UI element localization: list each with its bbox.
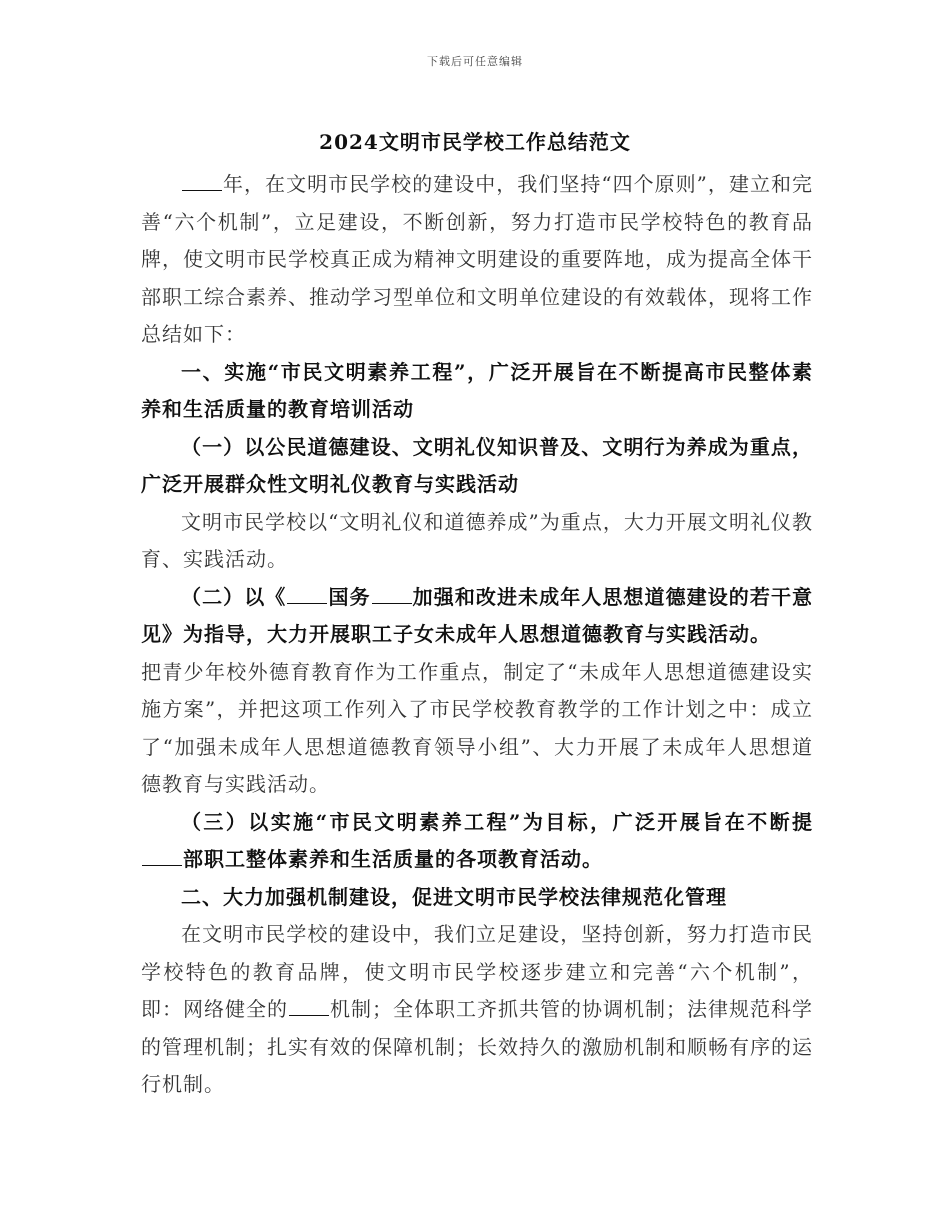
text-segment: 把青少年校外德育教育作为工作重点，制定了“未成年人思想道德建设实施方案”，并把这项工作列入了市民学校教育教学的工作计划之中：成立了“加强未成年人思想道德教育领导小组”、大力开展了未成年人思想道德教育与实践活动。: [141, 659, 813, 796]
blank-line: [142, 845, 182, 866]
paragraph-1-2: [141, 654, 813, 804]
text-segment: 文明市民学校以“文明礼仪和道德养成”为重点，大力开展文明礼仪教育、实践活动。: [141, 509, 813, 571]
text-segment: 二、大力加强机制建设，促进文明市民学校法律规范化管理: [181, 884, 727, 909]
text-segment: 在文明市民学校的建设中，我们立足建设，坚持创新，努力打造市民学校特色的教育品牌，使文明市民学校逐步建立和完善“六个机制”，即：网络健全的: [141, 922, 813, 1021]
blank-line: [372, 583, 412, 604]
document-title: 2024文明市民学校工作总结范文: [319, 130, 631, 154]
subheading-1-1: [141, 429, 813, 504]
blank-line: [287, 583, 327, 604]
blank-line: [289, 995, 329, 1016]
blank-line: [182, 170, 222, 191]
subheading-1-3: [141, 804, 813, 879]
text-segment: 国务: [328, 584, 371, 609]
text-segment: 年，在文明市民学校的建设中，我们坚持“四个原则”，建立和完善“六个机制”，立足建设，不断创新，努力打造市民学校特色的教育品牌，使文明市民学校真正成为精神文明建设的重要阵地，成为提高全体干部职工综合素养、推动学习型单位和文明单位建设的有效载体，现将工作总结如下：: [141, 172, 813, 346]
paragraph-1-1: [141, 504, 813, 579]
text-segment: 加强和改进未成年人思想道德建设的若干意见》为指导，大力开展职工子女未成年人思想道德教育与实践活动。: [141, 584, 814, 646]
text-segment: 部职工整体素养和生活质量的各项教育活动。: [183, 847, 603, 871]
text-segment: （一）以公民道德建设、文明礼仪知识普及、文明行为养成为重点，广泛开展群众性文明礼仪教育与实践活动: [141, 434, 813, 496]
text-segment: （三）以实施“市民文明素养工程”为目标，广泛开展旨在不断提: [181, 809, 813, 834]
paragraph-intro: [141, 166, 813, 354]
paragraph-2: [141, 916, 813, 1104]
subheading-1-2: [141, 579, 813, 654]
document-body: [141, 166, 813, 1104]
header-note: 下载后可任意编辑: [427, 55, 523, 68]
text-segment: 机制；全体职工齐抓共管的协调机制；法律规范科学的管理机制；扎实有效的保障机制；长效持久的激励机制和顺畅有序的运行机制。: [141, 997, 813, 1096]
heading-section-1: [141, 354, 813, 429]
text-segment: （二）以《: [181, 584, 287, 609]
heading-section-2: [141, 879, 813, 917]
text-segment: 一、实施“市民文明素养工程”，广泛开展旨在不断提高市民整体素养和生活质量的教育培训活动: [141, 359, 813, 421]
